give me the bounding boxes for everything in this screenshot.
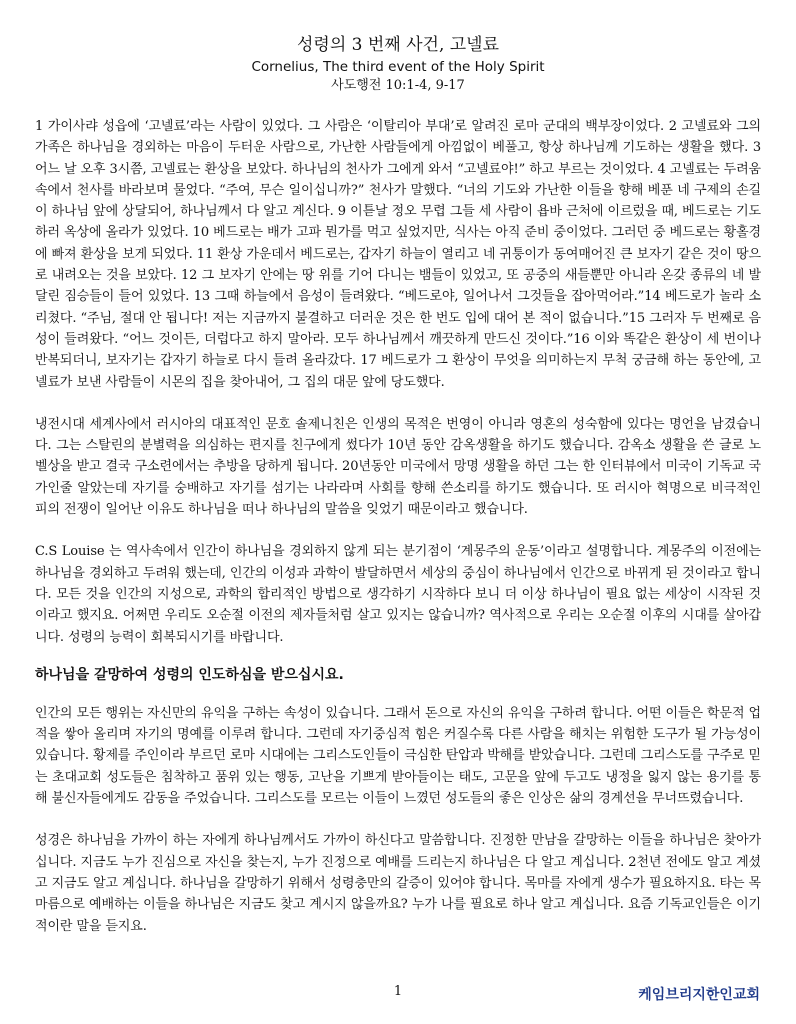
- document-title: 성령의 3 번째 사건, 고넬료: [296, 35, 500, 55]
- document-body: [35, 116, 761, 958]
- body-paragraph: 인간의 모든 행위는 자신만의 유익을 구하는 속성이 있습니다. 그래서 돈으로 자신의 유익을 구하려 합니다. 어떤 이들은 학문적 업적을 쌓아 올리며 자기의 명예를 이루려 합니다. 그런데 자기중심적 힘은 커질수록 다른 사람을 해치는 위험한 도구가 될 가능성이 있습니다. 황제를 주인이라 부르던 로마 시대에는 그리스도인들이 극심한 탄압과 박해를 받았습니다. 그런데 그리스도를 구주로 믿는 초대교회 성도들은 침착하고 품위 있는 행동, 고난을 기쁘게 받아들이는 태도, 고문을 앞에 두고도 냉정을 잃지 않는 용기를 통해 불신자들에게도 감동을 주었습니다. 그리스도를 모르는 이들이 느꼈던 성도들의 좋은 인상은 삶의 경계선을 무너뜨렸습니다.: [35, 705, 761, 807]
- document-subtitle: Cornelius, The third event of the Holy Spirit: [251, 59, 545, 75]
- body-paragraph: C.S Louise 는 역사속에서 인간이 하나님을 경외하지 않게 되는 분기점이 ‘계몽주의 운동’이라고 설명합니다. 계몽주의 이전에는 하나님을 경외하고 두려워 했는데, 인간의 이성과 과학이 발달하면서 세상의 중심이 하나님에서 인간으로 바뀌게 된 것이라고 합니다. 모든 것을 인간의 지성으로, 과학의 합리적인 방법으로 생각하기 시작하다 보니 더 이상 하나님이 필요 없는 세상이 시작된 것이라고 했지요. 어쩌면 우리도 오순절 이전의 제자들처럼 살고 있지는 않습니까? 역사적으로 우리는 오순절 이후의 시대를 살아갑니다. 성령의 능력이 회복되시기를 바랍니다.: [35, 544, 761, 645]
- document-header: [0, 34, 796, 95]
- church-name: 케임브리지한인교회: [638, 987, 760, 1003]
- section-heading: 하나님을 갈망하여 성령의 인도하심을 받으십시요.: [35, 666, 344, 683]
- page-number: 1: [393, 984, 403, 999]
- scripture-reference: 사도행전 10:1-4, 9-17: [331, 78, 465, 93]
- body-paragraph: 성경은 하나님을 가까이 하는 자에게 하나님께서도 가까이 하신다고 말씀합니다. 진정한 만남을 갈망하는 이들을 하나님은 찾아가십니다. 지금도 누가 진심으로 자신을 찾는지, 누가 진정으로 예배를 드리는지 하나님은 다 알고 계십니다. 2천년 전에도 알고 계셨고 지금도 알고 계십니다. 하나님을 갈망하기 위해서 성령충만의 갈증이 있어야 합니다. 목마를 자에게 생수가 필요하지요. 타는 목마름으로 예배하는 이들을 하나님은 지금도 찾고 계시지 않을까요? 누가 나를 필요로 하나 알고 계십니다. 요즘 기독교인들은 이기적이란 말을 듣지요.: [35, 833, 761, 934]
- body-paragraph: 냉전시대 세계사에서 러시아의 대표적인 문호 솔제니친은 인생의 목적은 번영이 아니라 영혼의 성숙함에 있다는 명언을 남겼습니다. 그는 스탈린의 분별력을 의심하는 편지를 친구에게 썼다가 10년 동안 감옥생활을 하기도 했습니다. 감옥소 생활을 쓴 글로 노벨상을 받고 결국 구소련에서는 추방을 당하게 됩니다. 20년동안 미국에서 망명 생활을 하던 그는 한 인터뷰에서 미국이 기독교 국가인줄 알았는데 자기를 숭배하고 자기를 섬기는 나라라며 사회를 향해 쓴소리를 하기도 했습니다. 또 러시아 혁명으로 비극적인 피의 전쟁이 일어난 이유도 하나님을 떠나 하나님의 말씀을 잊었기 때문이라고 했습니다.: [35, 416, 761, 518]
- scripture-paragraph: 1 가이사랴 성읍에 ‘고넬료’라는 사람이 있었다. 그 사람은 ‘이탈리아 부대’로 알려진 로마 군대의 백부장이었다. 2 고넬료와 그의 가족은 하나님을 경외하는 마음이 두터운 사람으로, 가난한 사람들에게 아낌없이 베풀고, 항상 하나님께 기도하는 생활을 했다. 3 어느 날 오후 3시쯤, 고넬료는 환상을 보았다. 하나님의 천사가 그에게 와서 “고넬료야!” 하고 부르는 것이었다. 4 고넬료는 두려움 속에서 천사를 바라보며 물었다. “주여, 무슨 일이십니까?” 천사가 말했다. “너의 기도와 가난한 이들을 향해 베푼 네 구제의 손길이 하나님 앞에 상달되어, 하나님께서 다 알고 계신다. 9 이튿날 정오 무렵 그들 세 사람이 욥바 근처에 이르렀을 때, 베드로는 기도하러 옥상에 올라가 있었다. 10 베드로는 배가 고파 뭔가를 먹고 싶었지만, 식사는 아직 준비 중이었다. 그러던 중 베드로는 황홀경에 빠져 환상을 보게 되었다. 11 환상 가운데서 베드로는, 갑자기 하늘이 열리고 네 귀퉁이가 동여매어진 큰 보자기 같은 것이 땅으로 내려오는 것을 보았다. 12 그 보자기 안에는 땅 위를 기어 다니는 뱀들이 있었고, 또 공중의 새들뿐만 아니라 온갖 종류의 네 발 달린 짐승들이 들어 있었다. 13 그때 하늘에서 음성이 들려왔다. “베드로야, 일어나서 그것들을 잡아먹어라.”14 베드로가 놀라 소리쳤다. “주님, 절대 안 됩니다! 저는 지금까지 불결하고 더러운 것은 한 번도 입에 대어 본 적이 없습니다.”15 그러자 두 번째로 음성이 들려왔다. “어느 것이든, 더럽다고 하지 말아라. 모두 하나님께서 깨끗하게 만드신 것이다.”16 이와 똑같은 환상이 세 번이나 반복되더니, 보자기는 갑자기 하늘로 다시 들려 올라갔다. 17 베드로가 그 환상이 무엇을 의미하는지 무척 궁금해 하는 동안에, 고넬료가 보낸 사람들이 시몬의 집을 찾아내어, 그 집의 대문 앞에 당도했다.: [35, 119, 761, 390]
